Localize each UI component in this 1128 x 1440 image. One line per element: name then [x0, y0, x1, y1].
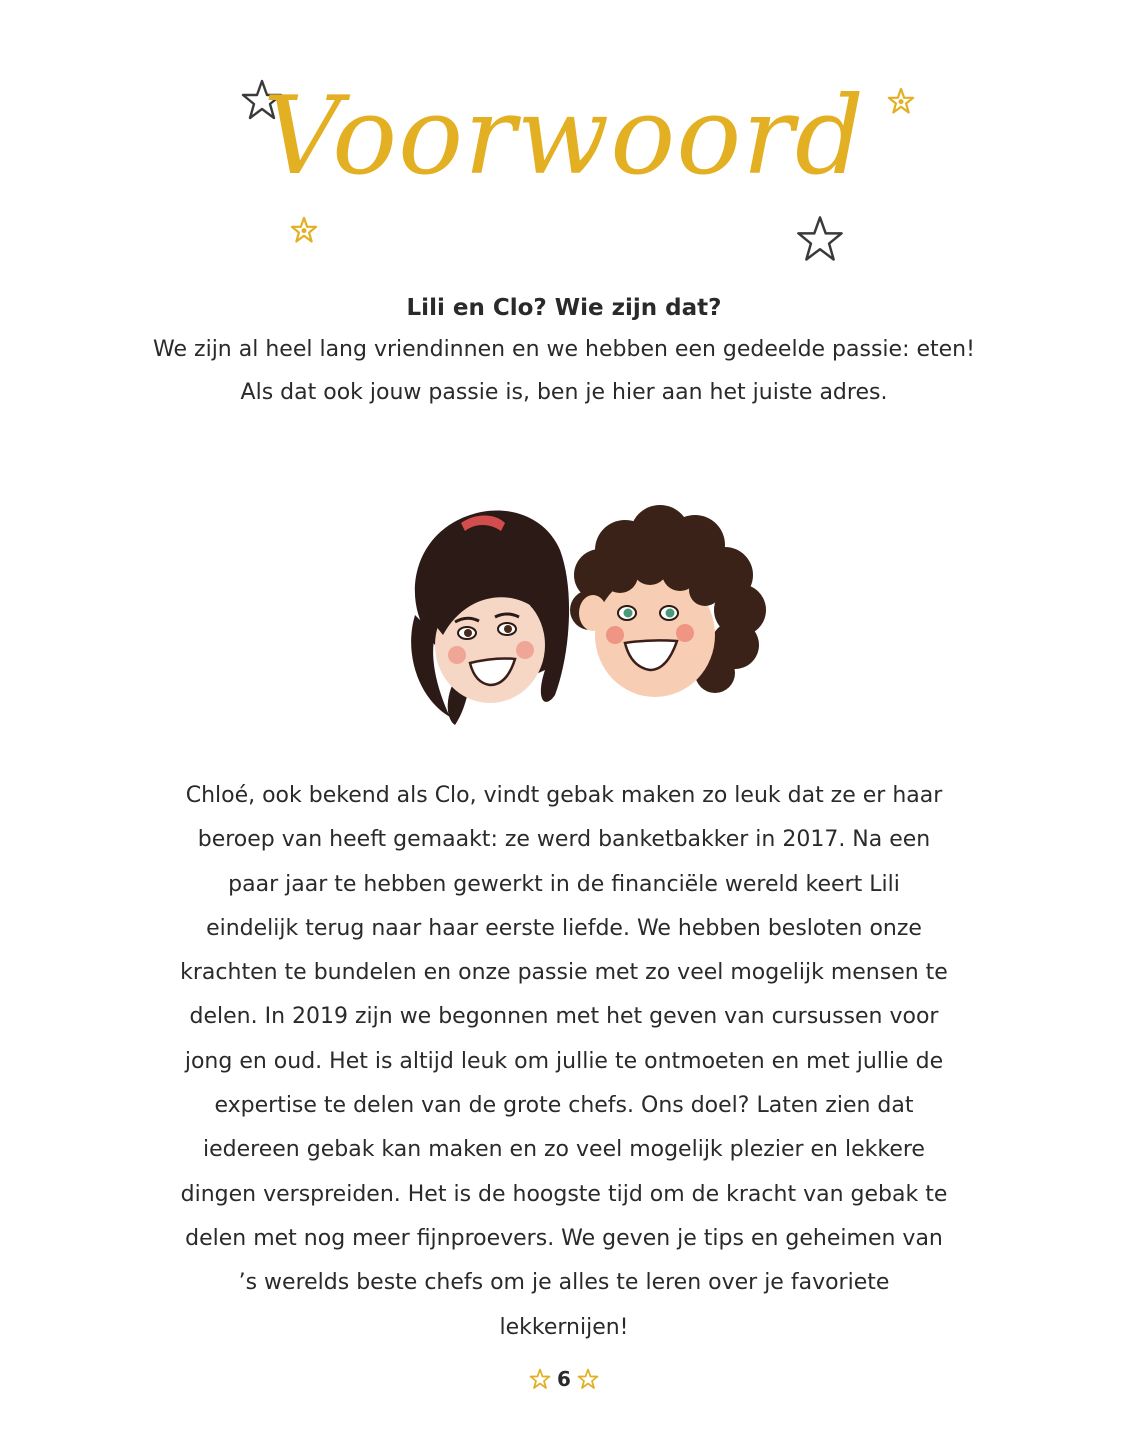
intro-line: We zijn al heel lang vriendinnen en we hebben een gedeelde passie: eten! [153, 337, 975, 362]
intro-block [120, 288, 1008, 414]
intro-heading: Lili en Clo? Wie zijn dat? [406, 295, 722, 321]
star-gold-icon [577, 1368, 599, 1390]
star-gold-icon [529, 1368, 551, 1390]
page-footer [0, 1362, 1128, 1396]
star-outline-icon [795, 214, 845, 264]
star-gold-icon [290, 216, 318, 244]
page-number: 6 [557, 1367, 571, 1391]
page-title: Voorwoord [263, 74, 865, 199]
two-friends-portrait [395, 495, 770, 725]
intro-line: Als dat ook jouw passie is, ben je hier aan het juiste adres. [240, 380, 888, 405]
body-paragraph: Chloé, ook bekend als Clo, vindt gebak maken zo leuk dat ze er haar beroep van heeft gemaakt: ze werd banketbakker in 2017. Na een paar jaar te hebben gewerkt in de financiële wereld keert Lili eindelijk terug naar haar eerste liefde. We hebben besloten onze krachten te bundelen en onze passie met zo veel mogelijk mensen te delen. In 2019 zijn we begonnen met het geven van cursussen voor jong en oud. Het is altijd leuk om jullie te ontmoeten en met jullie de expertise te delen van de grote chefs. Ons doel? Laten zien dat iedereen gebak kan maken en zo veel mogelijk plezier en lekkere dingen verspreiden. Het is de hoogste tijd om de kracht van gebak te delen met nog meer fijnproevers. We geven je tips en geheimen van ’s werelds beste chefs om je alles te leren over je favoriete lekkernijen! [180, 783, 948, 1340]
